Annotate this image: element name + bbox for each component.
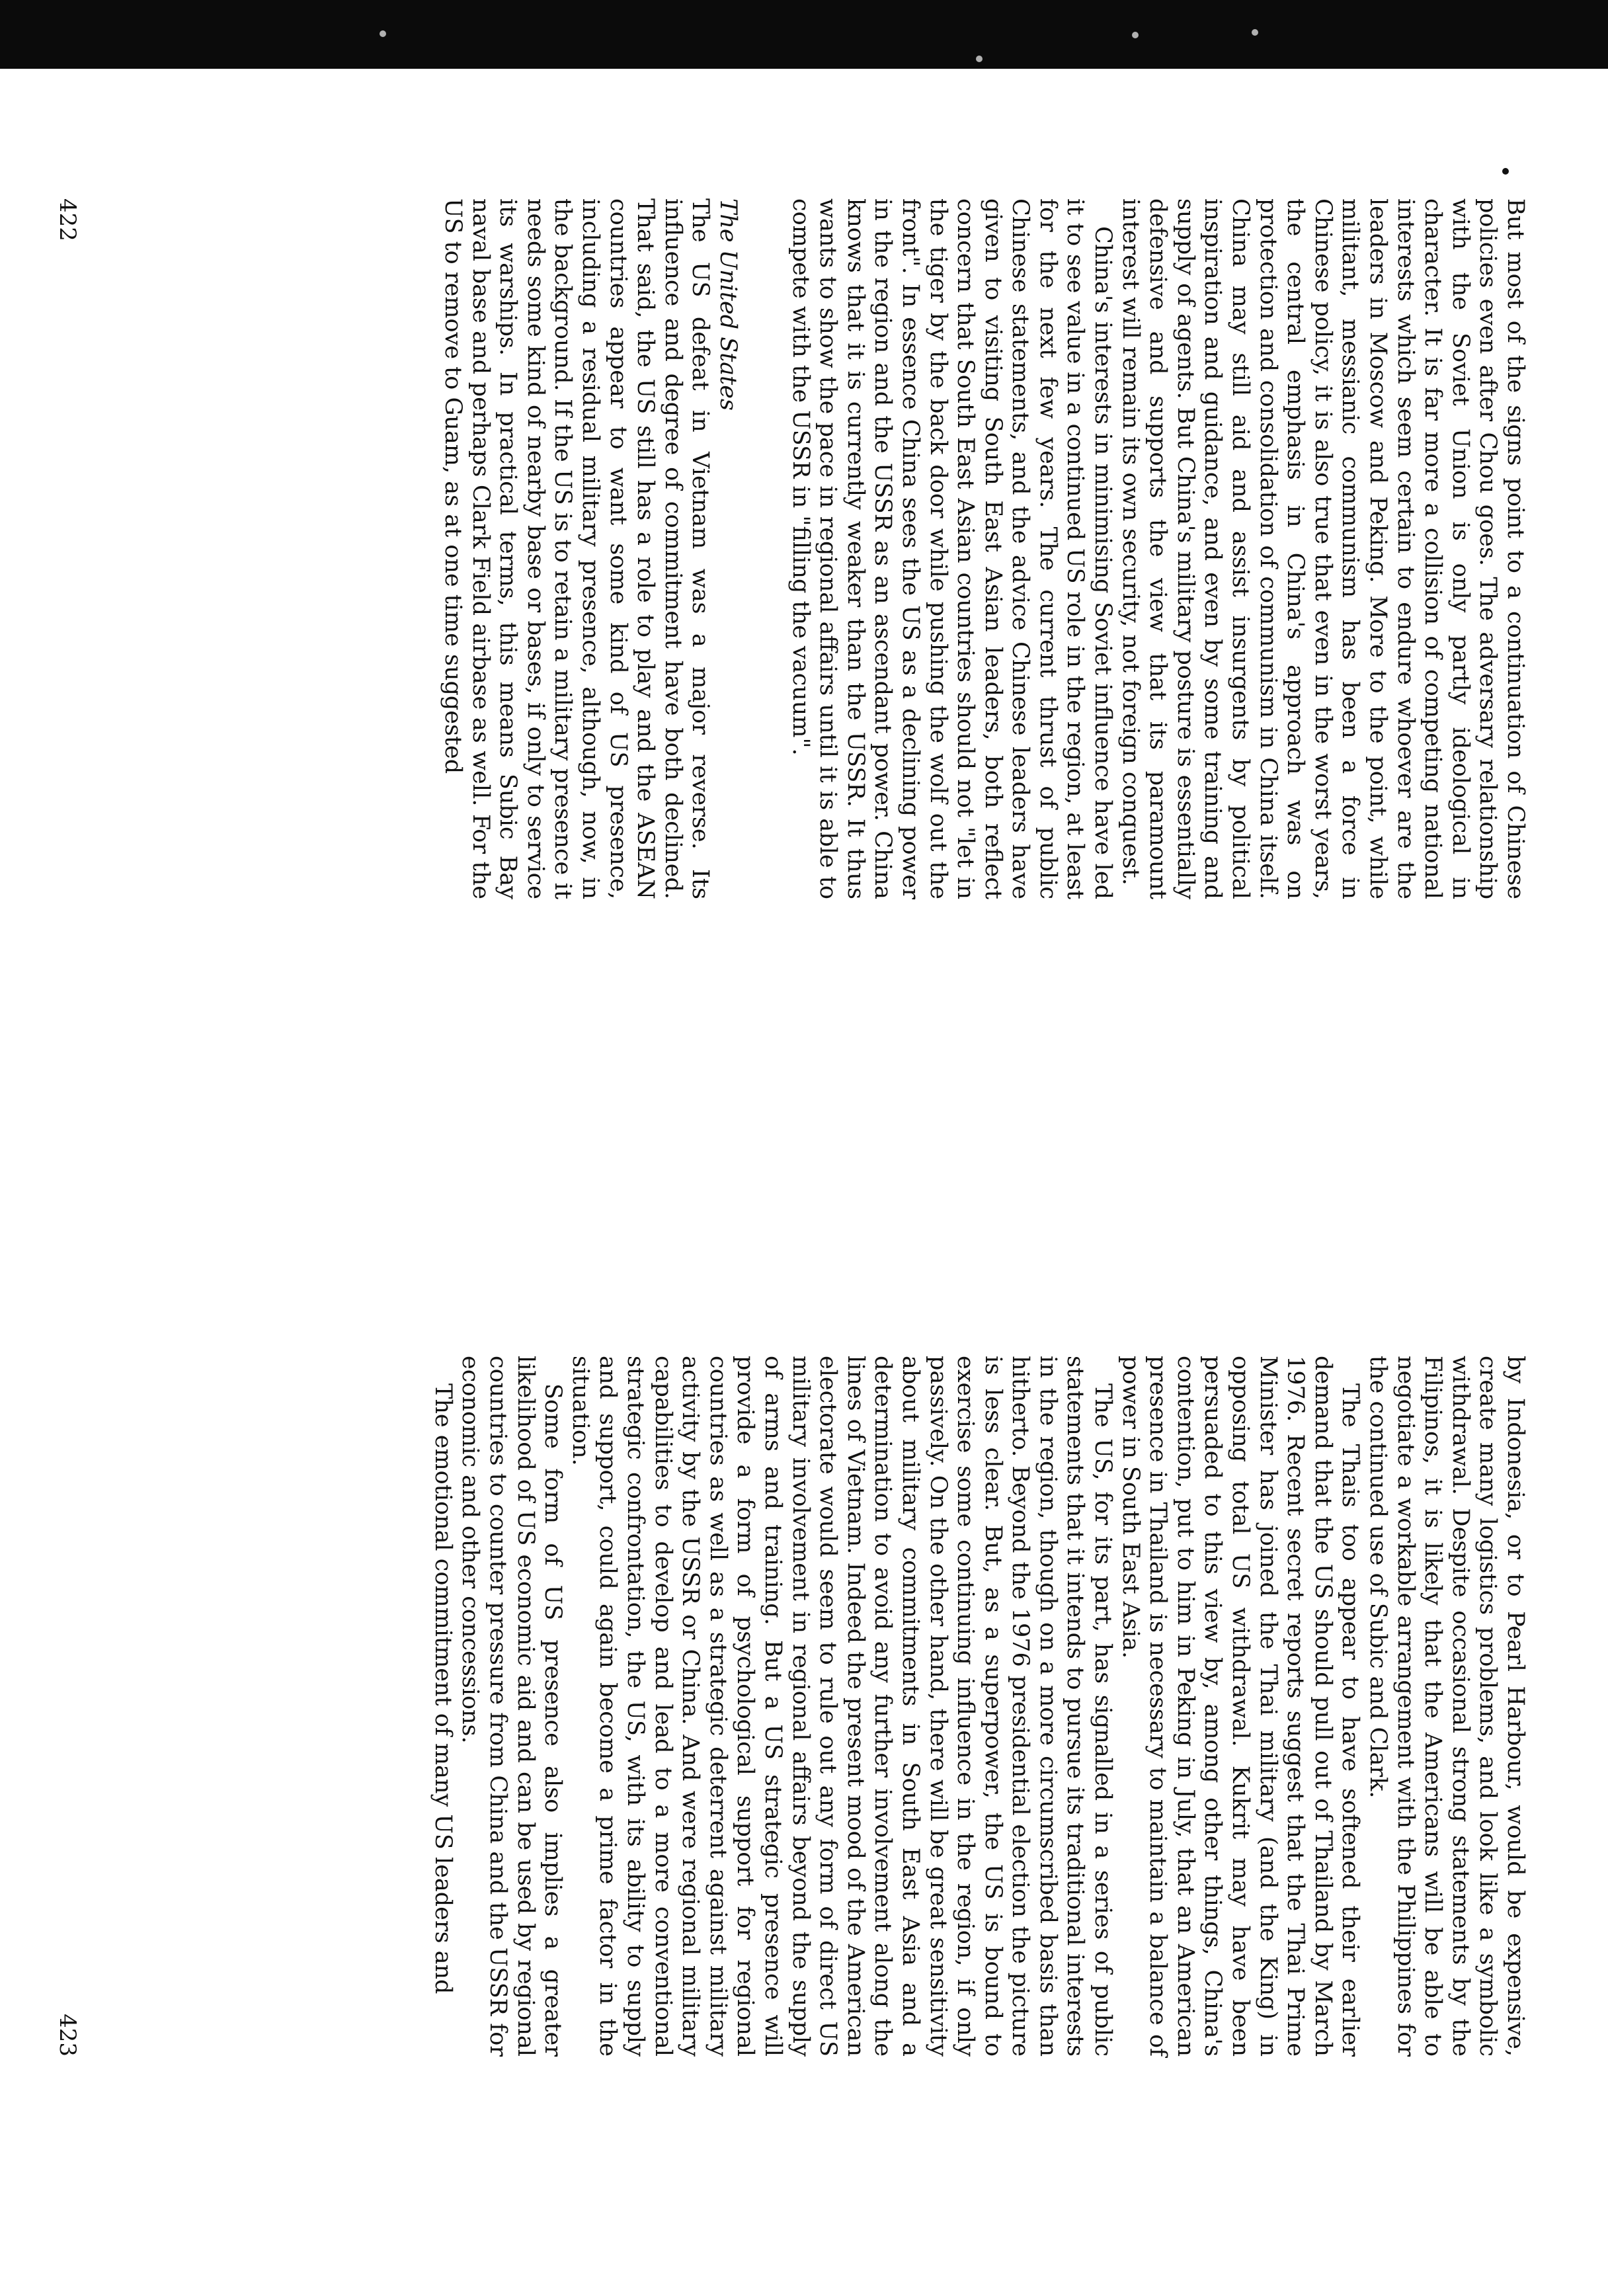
right-page xyxy=(54,1356,1529,2057)
right-page-text xyxy=(428,1356,1529,2057)
paragraph: China's interests in minimising Soviet influence have led it to see value in a continued US role in the region, at least for the next few years. The current thrust of public Chinese statements, and the advice Chinese leaders have given to visiting South East Asian leaders, both reflect concern that South East Asian countries should not "let in the tiger by the back door while pushing the wolf out the front". In essence China sees the US as a declining power in the region and the USSR as an ascendant power. China knows that it is currently weaker than the USSR. It thus wants to show the pace in regional affairs until it is able to compete with the USSR in "filling the vacuum". xyxy=(787,198,1117,899)
paragraph: The emotional commitment of many US leaders and xyxy=(429,1383,456,1994)
page-number: 423 xyxy=(54,2014,81,2057)
margin-bullet xyxy=(1502,168,1509,175)
paragraph: Some form of US presence also implies a greater likelihood of US economic aid and can be used by regional countries to counter pressure from China and the USSR for economic and other concessions. xyxy=(457,1356,567,2057)
paragraph: by Indonesia, or to Pearl Harbour, would be expensive, create many logistics problems, and look like a symbolic withdrawal. Despite occasional strong statements by the Filipinos, it is likely that the Americans will be able to negotiate a workable arrangement with the Philippines for the continued use of Subic and Clark. xyxy=(1365,1356,1529,2057)
page-number: 422 xyxy=(54,198,81,241)
section-heading: The United States xyxy=(714,198,741,411)
paragraph: The Thais too appear to have softened their earlier demand that the US should pull out of Thailand by March 1976. Recent secret reports suggest that the Thai Prime Minister has joined the Thai military (and the King) in opposing total US withdrawal. Kukrit may have been persuaded to this view by, among other things, China's contention, put to him in Peking in July, that an American presence in Thailand is necessary to maintain a balance of power in South East Asia. xyxy=(1117,1356,1364,2057)
left-page-text xyxy=(438,198,1529,899)
paragraph: The US, for its part, has signalled in a series of public statements that it intends to pursue its traditional interests in the region, though on a more circumscribed basis than hitherto. Beyond the 1976 presidential election the picture is less clear. But, as a superpower, the US is bound to exercise some continuing influence in the region, if only passively. On the other hand, there will be great sensitivity about military commitments in South East Asia and a determination to avoid any further involvement along the lines of Vietnam. Indeed the present mood of the American electorate would seem to rule out any form of direct US military involvement in regional affairs beyond the supply of arms and training. But a US strategic presence will provide a form of psychological support for regional countries as well as a strategic deterrent against military activity by the USSR or China. And were regional military capabilities to develop and lead to a more conventional strategic confrontation, the US, with its ability to supply and support, could again become a prime factor in the situation. xyxy=(567,1356,1117,2057)
paragraph: But most of the signs point to a continuation of Chinese policies even after Chou goes. The adversary relationship with the Soviet Union is only partly ideological in character. It is far more a collision of competing national interests which seem certain to endure whoever are the leaders in Moscow and Peking. More to the point, while militant, messianic communism has been a force in Chinese policy, it is also true that even in the worst years, the central emphasis in China's approach was on protection and consolidation of communism in China itself. China may still aid and assist insurgents by political inspiration and guidance, and even by some training and supply of agents. But China's military posture is essentially defensive and supports the view that its paramount interest will remain its own security, not foreign conquest. xyxy=(1117,198,1529,899)
left-page xyxy=(54,198,1529,899)
paragraph: The US defeat in Vietnam was a major reverse. Its influence and degree of commitment have both declined. That said, the US still has a role to play and the ASEAN countries appear to want some kind of US presence, including a residual military presence, although, now, in the background. If the US is to retain a military presence it needs some kind of nearby base or bases, if only to service its warships. In practical terms, this means Subic Bay naval base and perhaps Clark Field airbase as well. For the US to remove to Guam, as at one time suggested xyxy=(440,198,714,899)
